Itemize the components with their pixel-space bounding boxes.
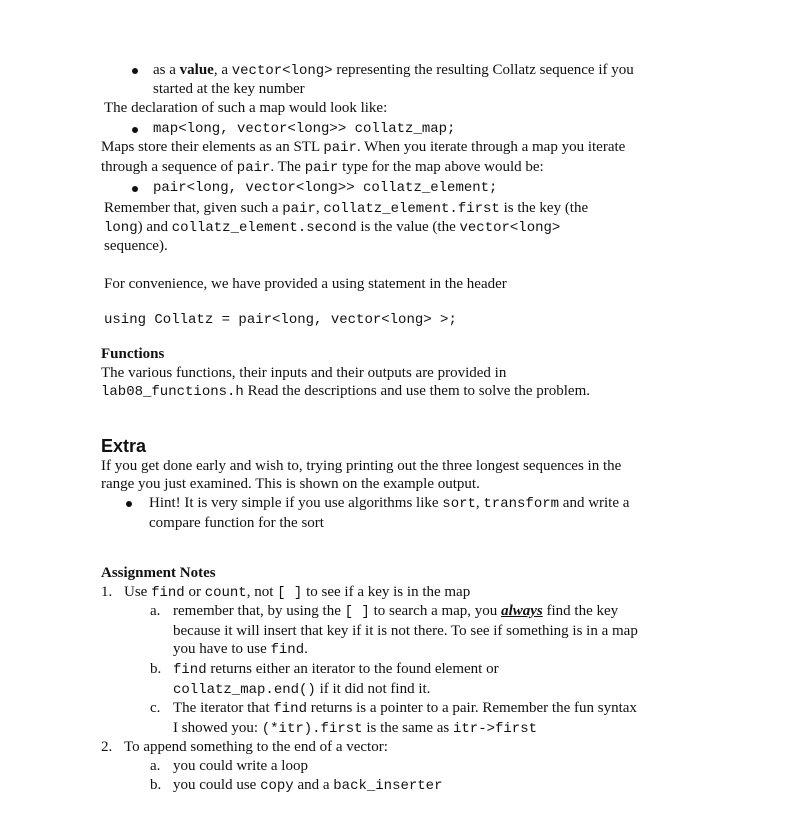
hint-line1: Hint! It is very simple if you use algorithms like sort, transform and write a [149,495,630,512]
note-1b-letter: b. [150,661,162,677]
note-1c-line1: The iterator that find returns is a pointer to a pair. Remember the fun syntax [173,700,637,717]
note-2a-letter: a. [150,758,161,774]
note-1-text: Use find or count, not [ ] to see if a key is in the map [124,584,471,601]
note-1a-line1: remember that, by using the [ ] to search a map, you always find the key [173,603,619,620]
functions-line1: The various functions, their inputs and their outputs are provided in [101,365,507,381]
bullet-dot [132,127,138,133]
note-2b-text: you could use copy and a back_inserter [173,777,443,794]
extra-heading: Extra [101,436,147,456]
bullet-dot [132,186,138,192]
maps-paragraph-line2: through a sequence of pair. The pair type for the map above would be: [101,159,544,176]
note-2-text: To append something to the end of a vector: [124,739,388,755]
functions-heading: Functions [101,346,165,362]
note-1b-line1: find returns either an iterator to the found element or [173,661,499,678]
map-declaration: map<long, vector<long>> collatz_map; [153,121,456,137]
note-2b-letter: b. [150,777,162,793]
note-1c-letter: c. [150,700,161,716]
maps-paragraph-line1: Maps store their elements as an STL pair. When you iterate through a map you iterate [101,139,626,156]
note-2a-text: you could write a loop [173,758,308,774]
note-1a-line3: you have to use find. [173,641,308,658]
note-2-number: 2. [101,739,113,755]
remember-line2: long) and collatz_element.second is the value (the vector<long> [104,219,561,236]
functions-line2: lab08_functions.h Read the descriptions and use them to solve the problem. [101,383,590,400]
note-1c-line2: I showed you: (*itr).first is the same as itr->first [173,720,537,737]
using-statement: using Collatz = pair<long, vector<long> >; [104,312,457,328]
remember-line1: Remember that, given such a pair, collatz_element.first is the key (the [104,200,589,217]
note-1a-letter: a. [150,603,161,619]
hint-line2: compare function for the sort [149,515,324,531]
remember-line3: sequence). [104,238,168,254]
pair-declaration: pair<long, vector<long>> collatz_element; [153,180,498,196]
value-bullet-line2: started at the key number [153,81,305,97]
notes-heading: Assignment Notes [101,565,216,581]
note-1-number: 1. [101,584,113,600]
note-1a-line2: because it will insert that key if it is not there. To see if something is in a map [173,623,638,639]
value-bullet-line1: as a value, a vector<long> representing the resulting Collatz sequence if you [153,62,634,79]
extra-line1: If you get done early and wish to, trying printing out the three longest sequences in the [101,458,622,474]
extra-line2: range you just examined. This is shown on the example output. [101,476,480,492]
declaration-text: The declaration of such a map would look like: [104,100,388,116]
note-1b-line2: collatz_map.end() if it did not find it. [173,681,431,698]
convenience-text: For convenience, we have provided a using statement in the header [104,276,507,292]
bullet-dot [132,68,138,74]
bullet-dot [126,501,132,507]
